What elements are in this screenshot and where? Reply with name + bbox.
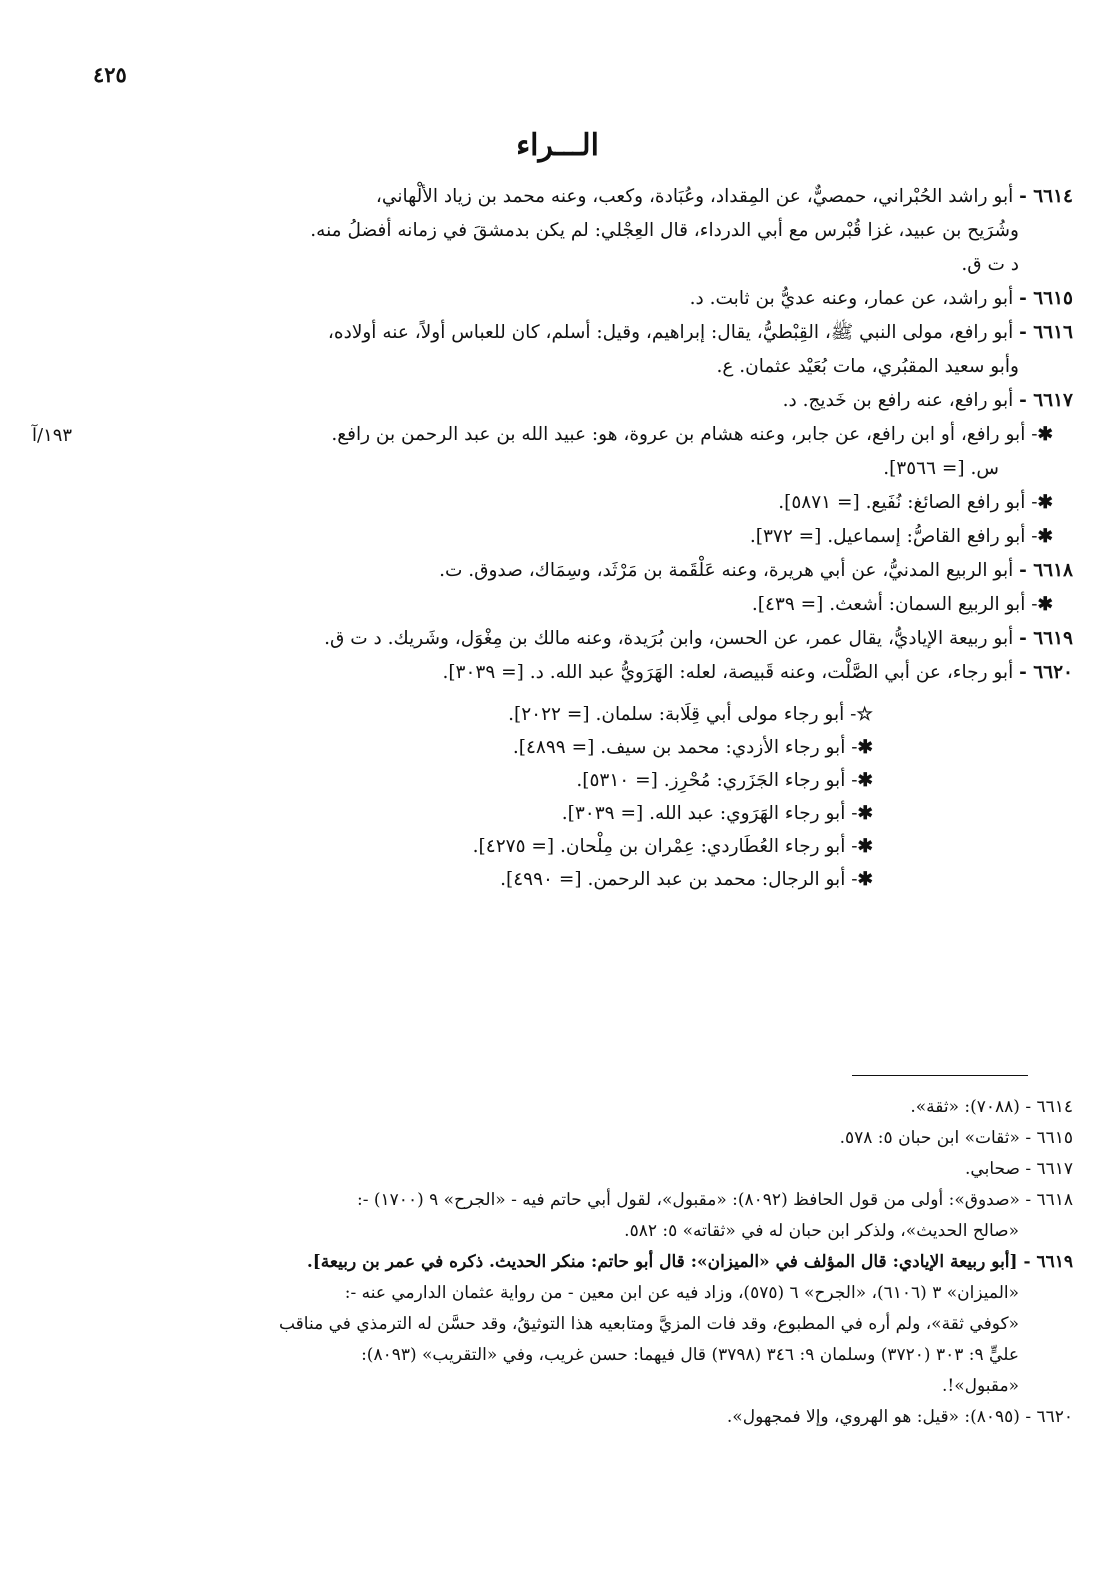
entry-6617: [58, 384, 1073, 418]
footnotes: [58, 1092, 1073, 1433]
entry-number: ٦٦٢٠ -: [1019, 662, 1073, 683]
main-text: [58, 180, 1073, 896]
folio-marker: ١٩٣/آ: [32, 425, 73, 446]
xref-text: - أبو رافع القاصُّ: إسماعيل. [= ٣٧٢].: [749, 526, 1038, 547]
footnote: ٦٦١٥ - «ثقات» ابن حبان ٥: ٥٧٨.: [839, 1128, 1073, 1148]
entry-6618: [58, 554, 1073, 588]
entry-text: أبو رجاء، عن أبي الصَّلْت، وعنه قَبيصة، لعله: الهَرَويُّ عبد الله. د. [= ٣٠٣٩].: [442, 662, 1014, 683]
cross-reference: [58, 863, 1073, 896]
entry-number: ٦٦١٥ -: [1019, 288, 1073, 309]
entry-6620: [58, 656, 1073, 690]
entry-number: ٦٦١٧ -: [1019, 390, 1073, 411]
entry-text: وأبو سعيد المقبُري، مات بُعَيْد عثمان. ع.: [716, 356, 1019, 377]
xref-text: - أبو رافع، أو ابن رافع، عن جابر، وعنه هشام بن عروة، هو: عبيد الله بن عبد الرحمن بن رافع.: [331, 424, 1038, 445]
footnote-continuation: «كوفي ثقة»، ولم أره في المطبوع، وقد فات المزيَّ ومتابعيه هذا التوثيقُ، وقد حسَّن له الترمذي في مناقب: [278, 1314, 1019, 1334]
footnote: ٦٦١٧ - صحابي.: [965, 1159, 1073, 1179]
xref-text: - أبو الربيع السمان: أشعث. [= ٤٣٩].: [751, 594, 1038, 615]
section-heading: الـــراء: [516, 128, 599, 163]
entry-number: ٦٦١٨ -: [1019, 560, 1073, 581]
cross-reference: [58, 418, 1073, 486]
entry-text: أبو راشد الحُبْراني، حمصيٌّ، عن المِقداد، وعُبَادة، وكعب، وعنه محمد بن زياد الألْهاني،: [375, 186, 1014, 207]
entry-number: ٦٦١٤ -: [1019, 186, 1073, 207]
entry-text: وشُرَيح بن عبيد، غزا قُبْرس مع أبي الدرداء، قال العِجْلي: لم يكن بدمشقَ في زمانه أفضلُ منه.: [310, 220, 1019, 241]
footnote-continuation: «صالح الحديث»، ولذكر ابن حبان له في «ثقاته» ٥: ٥٨٢.: [624, 1221, 1019, 1241]
star-icon: ✱: [857, 803, 873, 824]
entry-text: د ت ق.: [961, 254, 1019, 275]
star-icon: ✱: [857, 770, 873, 791]
footnote-continuation: «مقبول»!.: [941, 1376, 1019, 1396]
entry-6614: [58, 180, 1073, 282]
star-outline-icon: ☆: [856, 704, 873, 725]
xref-text: - أبو رجاء العُطَاردي: عِمْران بن مِلْحان. [= ٤٢٧٥].: [472, 836, 858, 857]
footnote-divider: [852, 1075, 1028, 1076]
entry-text: أبو الربيع المدنيُّ، عن أبي هريرة، وعنه عَلْقَمة بن مَرْثَد، وسِمَاك، صدوق. ت.: [439, 560, 1014, 581]
footnote: ٦٦١٤ - (٧٠٨٨): «ثقة».: [910, 1097, 1073, 1117]
cross-reference: [58, 486, 1073, 520]
footnote: ٦٦١٩ - [أبو ربيعة الإيادي: قال المؤلف في «الميزان»: قال أبو حاتم: منكر الحديث. ذكره في عمر بن ربيعة].: [306, 1252, 1073, 1272]
star-icon: ✱: [1037, 492, 1053, 513]
cross-reference: [58, 731, 1073, 764]
footnote: ٦٦١٨ - «صدوق»: أولى من قول الحافظ (٨٠٩٢): «مقبول»، لقول أبي حاتم فيه - «الجرح» ٩ (١٧٠٠) -:: [357, 1190, 1073, 1210]
footnote-continuation: «الميزان» ٣ (٦١٠٦)، «الجرح» ٦ (٥٧٥)، وزاد فيه عن ابن معين - من رواية عثمان الدارمي عنه -:: [344, 1283, 1019, 1303]
xref-text: - أبو رافع الصائغ: نُفَيع. [= ٥٨٧١].: [778, 492, 1038, 513]
star-icon: ✱: [857, 737, 873, 758]
star-icon: ✱: [1037, 526, 1053, 547]
entry-text: أبو رافع، عنه رافع بن خَديج. د.: [782, 390, 1014, 411]
xref-text: - أبو رجاء الجَزَري: مُحْرِز. [= ٥٣١٠].: [576, 770, 858, 791]
footnote-continuation: عليٍّ ٩: ٣٠٣ (٣٧٢٠) وسلمان ٩: ٣٤٦ (٣٧٩٨) قال فيهما: حسن غريب، وفي «التقريب» (٨٠٩٣):: [361, 1345, 1019, 1365]
cross-reference: [58, 588, 1073, 622]
entry-6615: [58, 282, 1073, 316]
cross-reference: [58, 797, 1073, 830]
cross-reference: [58, 520, 1073, 554]
star-icon: ✱: [857, 836, 873, 857]
cross-reference: [58, 698, 1073, 731]
xref-text: - أبو رجاء مولى أبي قِلَابة: سلمان. [= ٢٠٢٢].: [508, 704, 857, 725]
xref-text: - أبو الرجال: محمد بن عبد الرحمن. [= ٤٩٩٠].: [500, 869, 858, 890]
entry-6616: [58, 316, 1073, 384]
entry-number: ٦٦١٦ -: [1019, 322, 1073, 343]
entry-text: أبو رافع، مولى النبي ﷺ، القِبْطيُّ، يقال: إبراهيم، وقيل: أسلم، كان للعباس أولاً، عنه أولاده،: [327, 322, 1014, 343]
xref-text: - أبو رجاء الهَرَوي: عبد الله. [= ٣٠٣٩].: [561, 803, 858, 824]
entry-number: ٦٦١٩ -: [1019, 628, 1073, 649]
star-icon: ✱: [1037, 594, 1053, 615]
cross-reference: [58, 830, 1073, 863]
entry-6619: [58, 622, 1073, 656]
page-number: ٤٢٥: [93, 62, 127, 87]
xref-text: - أبو رجاء الأزدي: محمد بن سيف. [= ٤٨٩٩].: [512, 737, 858, 758]
footnote: ٦٦٢٠ - (٨٠٩٥): «قيل: هو الهروي، وإلا فمجهول».: [726, 1407, 1073, 1427]
entry-text: أبو راشد، عن عمار، وعنه عديُّ بن ثابت. د.: [689, 288, 1014, 309]
cross-reference: [58, 764, 1073, 797]
xref-text: س. [= ٣٥٦٦].: [883, 458, 999, 479]
entry-text: أبو ربيعة الإياديُّ، يقال عمر، عن الحسن، وابن بُرَيدة، وعنه مالك بن مِغْوَل، وشَريك. د ت ق.: [324, 628, 1014, 649]
star-icon: ✱: [1037, 424, 1053, 445]
star-icon: ✱: [857, 869, 873, 890]
